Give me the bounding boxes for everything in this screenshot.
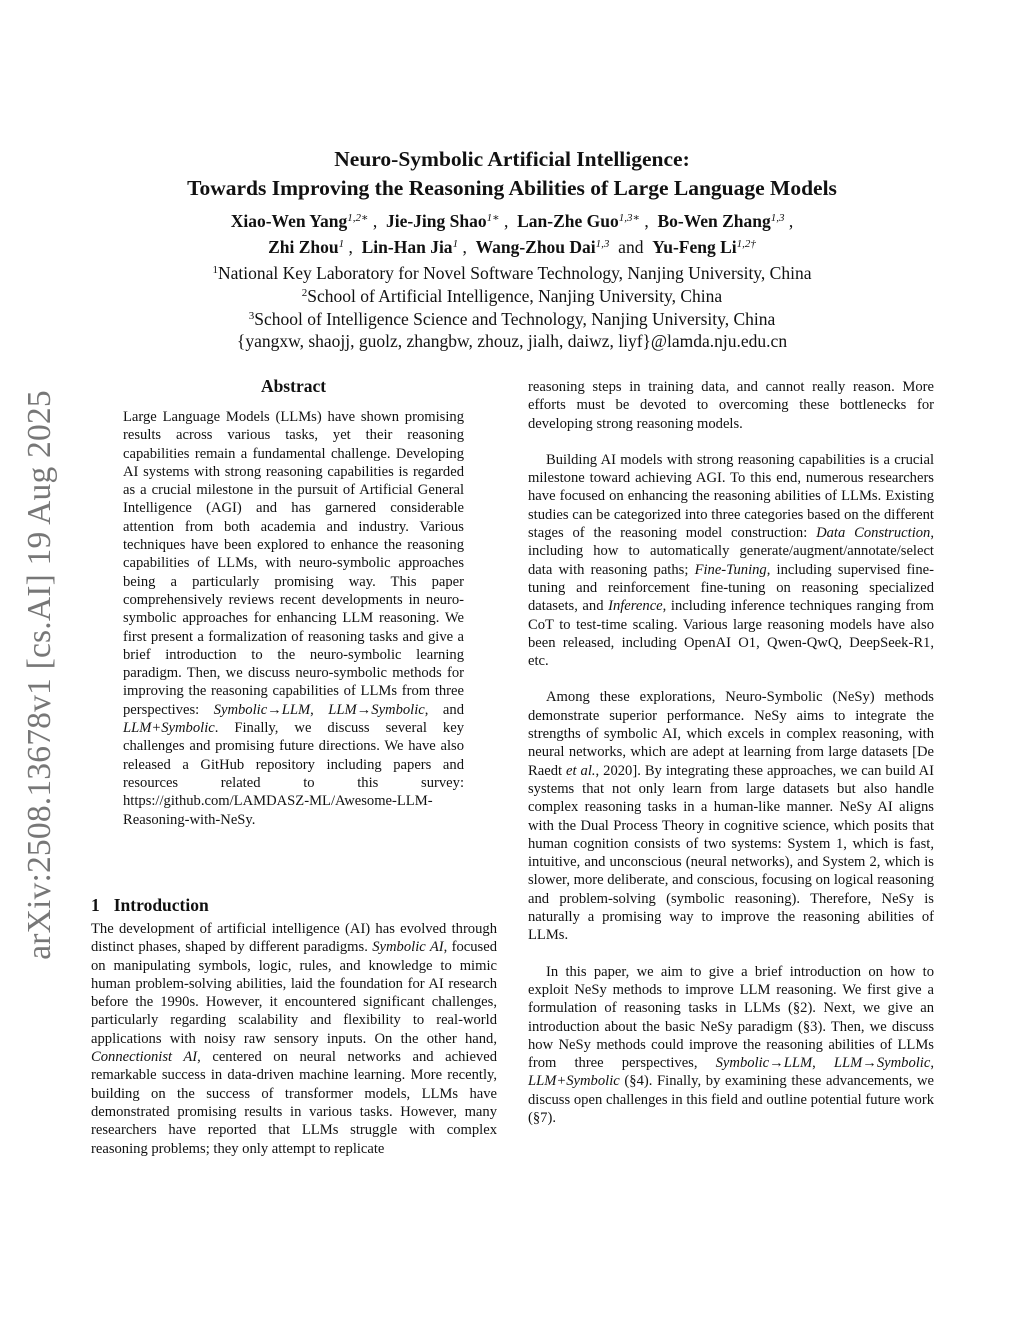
- intro-text: , centered on neural networks and achieved remarkable success in data-driven machine learning. More recently, building on the success of transformer models, LLMs have demonstrated promising results in various tasks. However, many researchers have reported that LLMs struggle with complex reasoning problems; they only attempt to replicate: [91, 1049, 497, 1157]
- intro-emphasis: Connectionist AI: [91, 1049, 198, 1066]
- affiliation-3: [100, 308, 924, 330]
- abstract-text: . Finally, we discuss several key challenges and promising future directions. We have also released a GitHub repository including papers and resources related to this survey: https://github.com/LAMDASZ-ML/Awesome-LLM-Reasoning-with-NeSy.: [123, 720, 464, 828]
- paragraph-text: , including how to automatically generate/augment/annotate/select data with reasoning paths;: [528, 525, 934, 578]
- author-name: Bo-Wen Zhang: [657, 211, 771, 231]
- author-name: Wang-Zhou Dai: [475, 237, 596, 257]
- affiliation-1: [100, 262, 924, 284]
- author-sup: 1,3: [770, 212, 785, 224]
- paragraph: reasoning steps in training data, and cannot really reason. More efforts must be devoted to overcoming these bottlenecks for developing strong reasoning models.: [528, 379, 934, 432]
- author-name: Yu-Feng Li: [652, 237, 737, 257]
- affiliation-sup: 3: [248, 310, 255, 322]
- arxiv-stamp: [14, 375, 66, 975]
- affiliation-text: School of Artificial Intelligence, Nanjing University, China: [307, 286, 723, 306]
- affiliation-text: National Key Laboratory for Novel Software Technology, Nanjing University, China: [218, 263, 812, 283]
- paragraph-text: (§4). Finally, by examining these advancements, we discuss open challenges in this field and outline potential future work (§7).: [528, 1073, 934, 1126]
- intro-text: , focused on manipulating symbols, logic, rules, and knowledge to mimic human problem-solving abilities, laid the foundation for AI research before the 1990s. However, it encountered significant challenges, particularly regarding scalability and flexibility to real-world applications with noisy raw sensory inputs. On the other hand,: [91, 939, 498, 1047]
- paragraph-emphasis: LLM→Symbolic: [833, 1055, 931, 1072]
- paper-title-line-1: Neuro-Symbolic Artificial Intelligence:: [334, 147, 690, 171]
- section-title: Introduction: [113, 895, 209, 915]
- abstract-emphasis: Symbolic→LLM: [213, 701, 311, 718]
- paragraph-emphasis: et al.: [566, 762, 596, 779]
- author-sup: 1: [452, 238, 459, 250]
- abstract-body: [123, 408, 464, 829]
- abstract-heading: Abstract: [260, 376, 327, 396]
- author-sup: 1,3: [595, 238, 610, 250]
- author-sup: 1,3∗: [618, 212, 640, 224]
- paragraph: [528, 688, 934, 944]
- author-line-2: Zhi Zhou$^1$ , Lin-Han Jia$^1$ , Wang-Zhou Dai$^{1,3}$ and Yu-Feng $Li^{1,2\dagger}$: [268, 237, 756, 257]
- abstract-emphasis: LLM+Symbolic: [123, 720, 215, 737]
- paragraph-text: In this paper, we aim to give a brief introduction on how to exploit NeSy methods to improve LLM reasoning. We first give a formulation of reasoning tasks in LLMs (§2). Next, we give an introduction about the basic NeSy paradigm (§3). Then, we discuss how NeSy methods could improve the reasoning abilities of LLMs from three perspectives,: [528, 963, 934, 1072]
- abstract-emphasis: LLM→Symbolic: [328, 701, 425, 718]
- affiliation-2: [100, 285, 924, 307]
- author-sup: 1: [338, 238, 345, 250]
- paragraph-text: ,: [930, 1055, 934, 1072]
- paragraph: [528, 963, 934, 1128]
- author-line-1: Xiao-Wen Yang$^{1,2∗}$ , Jie-Jing Shao$^{1∗}$ , Lan-Zhe Guo$^{1,3∗}$ , Bo-Wen Zhang$^{1,3}$ ,: [230, 211, 794, 231]
- paragraph-emphasis: LLM+Symbolic: [528, 1073, 620, 1090]
- paper-title-line-2: Towards Improving the Reasoning Abilities of Large Language Models: [187, 176, 837, 200]
- paragraph-text: Building AI models with strong reasoning capabilities is a crucial milestone toward achieving AGI. To this end, numerous researchers have focused on enhancing the reasoning abilities of LLMs. Existing studies can be categorized into three categories based on the different stages of the reasoning model construction:: [528, 451, 934, 542]
- affiliation-sup: 2: [301, 287, 308, 299]
- author-name: Lan-Zhe Guo: [517, 211, 619, 231]
- abstract-text: , and: [424, 701, 464, 718]
- paragraph-text: Among these explorations, Neuro-Symbolic (NeSy) methods demonstrate superior performance. NeSy aims to integrate the strengths of symbolic AI, which excels in complex reasoning, with neural networks, which are adept at learning from large datasets [De Raedt: [528, 689, 934, 779]
- author-sup: 1,2∗: [347, 212, 369, 224]
- arxiv-stamp-text: arXiv:2508.13678v1 [cs.AI] 19 Aug 2025: [21, 390, 58, 960]
- author-name: Zhi Zhou: [268, 237, 339, 257]
- paragraph-text: ,: [812, 1055, 834, 1072]
- section-heading-introduction: [91, 893, 223, 917]
- intro-text: The development of artificial intelligence (AI) has evolved through distinct phases, shaped by different paradigms.: [91, 921, 497, 956]
- paragraph: [528, 451, 934, 671]
- author-sup: 1,2†: [736, 238, 756, 250]
- paragraph-emphasis: Fine-Tuning: [694, 561, 767, 578]
- paragraph-emphasis: Inference: [608, 598, 663, 615]
- authors-and: and: [618, 237, 644, 257]
- abstract-text: ,: [310, 701, 329, 718]
- author-emails: {yangxw, shaojj, guolz, zhangbw, zhouz, jialh, daiwz, liyf}@lamda.nju.edu.cn: [236, 331, 788, 351]
- right-column: [528, 378, 934, 1127]
- paragraph-emphasis: Symbolic→LLM: [715, 1055, 813, 1072]
- author-sup: 1∗: [486, 212, 500, 224]
- affiliation-text: School of Intelligence Science and Technology, Nanjing University, China: [254, 309, 776, 329]
- author-name: Jie-Jing Shao: [385, 211, 487, 231]
- section-number: 1: [91, 895, 100, 915]
- abstract-text: Large Language Models (LLMs) have shown promising results across various tasks, yet their reasoning capabilities remain a fundamental challenge. Developing AI systems with strong reasoning capabilities is regarded as a crucial milestone in the pursuit of Artificial General Intelligence (AGI) and has garnered considerable attention from both academia and industry. Various techniques have been explored to enhance the reasoning capabilities of LLMs, with neuro-symbolic approaches being a particularly promising way. This paper comprehensively reviews recent developments in neuro-symbolic approaches for enhancing LLM reasoning. We first present a formalization of reasoning tasks and give a brief introduction to the neuro-symbolic learning paradigm. Then, we discuss neuro-symbolic methods for improving the reasoning capabilities of LLMs from three perspectives:: [123, 409, 464, 718]
- paragraph-emphasis: Data Construction: [816, 525, 931, 542]
- author-name: Lin-Han Jia: [361, 237, 453, 257]
- paragraph-text: , 2020]. By integrating these approaches, we can build AI systems that not only learn from large datasets but also handle complex reasoning tasks in a human-like manner. NeSy AI aligns with the Dual Process Theory in cognitive science, which posits that human cognition consists of two systems: System 1, which is fast, intuitive, and unconscious (neural networks), and System 2, which is slower, more deliberate, and conscious, focusing on logical reasoning and problem-solving (symbolic reasoning). Therefore, NeSy is naturally a promising way to improve the reasoning abilities of LLMs.: [528, 762, 934, 944]
- affiliation-sup: 1: [212, 264, 219, 276]
- introduction-body: [91, 920, 497, 1158]
- paragraph-text: , including inference techniques ranging from CoT to test-time scaling. Various large reasoning models have also been released, including OpenAI O1, Qwen-QwQ, DeepSeek-R1, etc.: [528, 598, 934, 670]
- author-name: Xiao-Wen Yang: [230, 211, 348, 231]
- intro-emphasis: Symbolic AI: [372, 939, 444, 956]
- paragraph-text: , including supervised fine-tuning and reinforcement fine-tuning on reasoning specialized datasets, and: [528, 561, 934, 615]
